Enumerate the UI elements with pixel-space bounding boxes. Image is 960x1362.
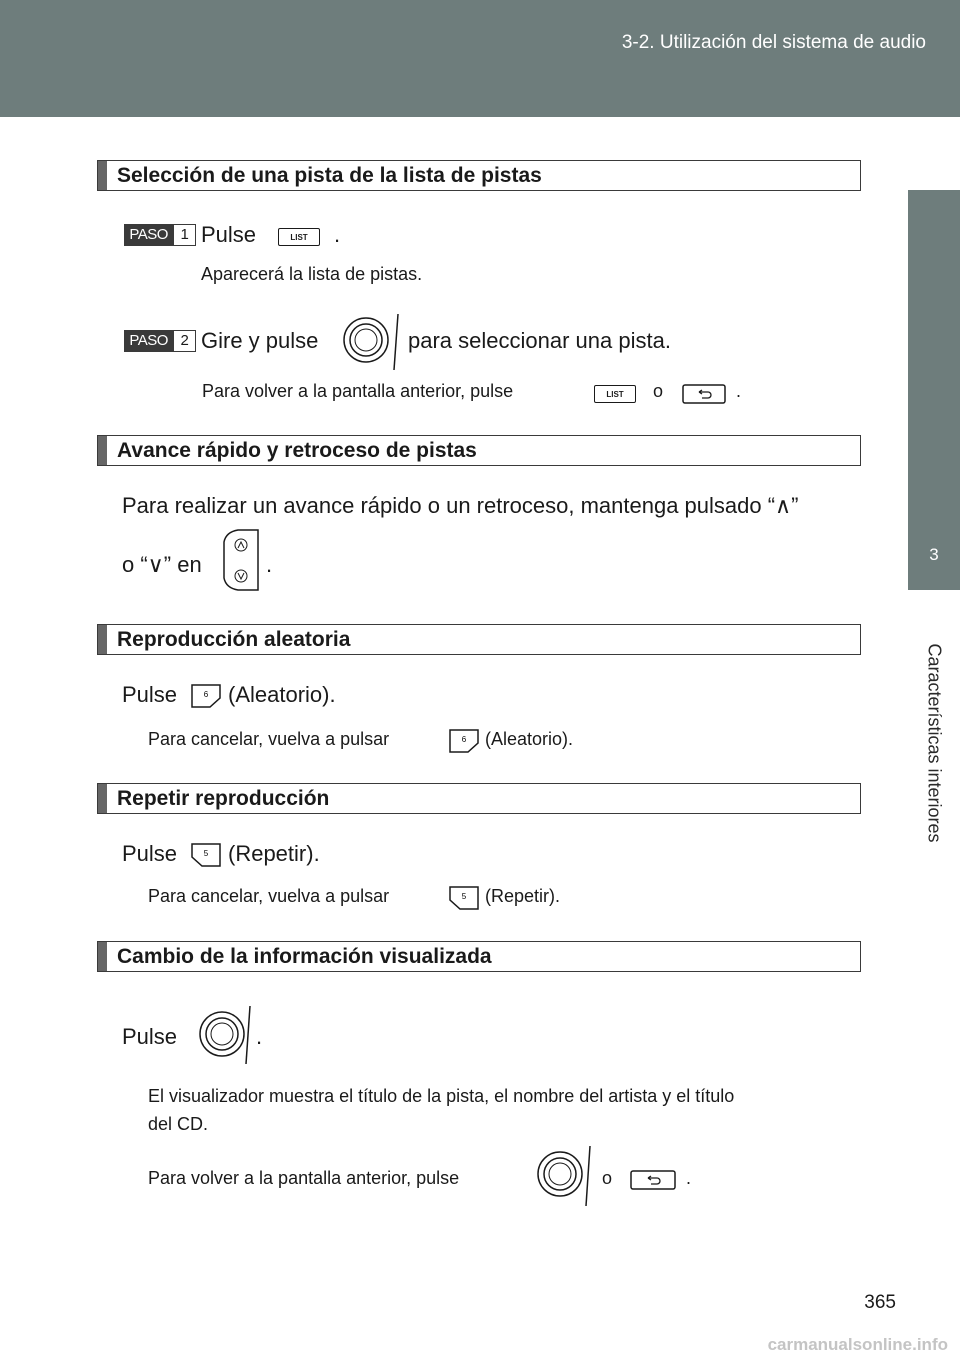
repeat-cancel-note: Para cancelar, vuelva a pulsar: [148, 886, 390, 906]
preset-5-button-icon: [448, 885, 480, 911]
preset-6-label: 6: [203, 690, 209, 699]
display-return-note: Para volver a la pantalla anterior, pulse: [148, 1168, 460, 1188]
tune-knob-icon: [340, 310, 404, 374]
display-note-line1: El visualizador muestra el título de la pista, el nombre del artista y el título: [148, 1086, 735, 1106]
step1-period: .: [334, 222, 341, 247]
ff-text-line2: o “∨” en: [122, 552, 202, 577]
display-pulse: Pulse: [122, 1024, 178, 1049]
ff-text-line1: Para realizar un avance rápido o un retroceso, mantenga pulsado “∧”: [122, 493, 799, 518]
section-title-text: Reproducción aleatoria: [117, 628, 351, 651]
section-title-fast-forward: [97, 435, 861, 466]
repeat-label: (Repetir).: [228, 841, 320, 866]
section-title-text: Repetir reproducción: [117, 787, 330, 810]
tune-knob-icon: [196, 1004, 263, 1068]
preset-6-button-icon: [190, 683, 222, 709]
chapter-number: 3: [929, 545, 939, 564]
step-badge-1: [124, 224, 196, 246]
step1-text: Pulse: [201, 222, 257, 247]
step-number: 2: [173, 330, 196, 352]
preset-5-label: 5: [203, 849, 209, 858]
step2-text-end: para seleccionar una pista.: [408, 328, 671, 353]
tune-knob-icon: [534, 1144, 598, 1208]
header-bar: [0, 0, 960, 117]
section-title-repeat: [97, 783, 861, 814]
ff-text-end: .: [266, 552, 273, 577]
preset-5-label: 5: [461, 892, 467, 901]
repeat-cancel-label: (Repetir).: [485, 886, 561, 906]
step-badge-2: [124, 330, 196, 352]
random-pulse: Pulse: [122, 682, 178, 707]
return-note-or: o: [653, 381, 664, 401]
section-title-text: Cambio de la información visualizada: [117, 945, 492, 968]
step2-text: Gire y pulse: [201, 328, 319, 353]
display-return-end: .: [686, 1168, 692, 1188]
breadcrumb: 3-2. Utilización del sistema de audio: [621, 32, 926, 53]
section-title-text: Selección de una pista de la lista de pistas: [117, 164, 542, 187]
list-button-icon: LIST: [594, 385, 636, 403]
chapter-tab: [908, 190, 960, 590]
display-return-or: o: [602, 1168, 613, 1188]
section-title-text: Avance rápido y retroceso de pistas: [117, 439, 477, 462]
back-button-icon: [630, 1170, 676, 1190]
list-button-icon: LIST: [278, 228, 320, 246]
preset-6-label: 6: [461, 735, 467, 744]
step-number: 1: [173, 224, 196, 246]
preset-6-button-icon: [448, 728, 480, 754]
page-number: 365: [864, 1292, 896, 1313]
display-note-line2: del CD.: [148, 1114, 209, 1134]
random-cancel-note: Para cancelar, vuelva a pulsar: [148, 729, 390, 749]
step-prefix: PASO: [124, 224, 173, 246]
seek-button-icon: [220, 528, 262, 592]
watermark: carmanualsonline.info: [767, 1335, 948, 1354]
random-cancel-label: (Aleatorio).: [485, 729, 574, 749]
section-title-display-info: [97, 941, 861, 972]
random-label: (Aleatorio).: [228, 682, 336, 707]
return-note: Para volver a la pantalla anterior, pulse: [202, 381, 514, 401]
chapter-title: Características interiores: [924, 643, 945, 843]
preset-5-button-icon: [190, 842, 222, 868]
step-prefix: PASO: [124, 330, 173, 352]
back-button-icon: [682, 384, 726, 404]
step1-note: Aparecerá la lista de pistas.: [201, 264, 423, 284]
repeat-pulse: Pulse: [122, 841, 178, 866]
section-title-track-list: [97, 160, 861, 191]
return-note-end: .: [736, 381, 742, 401]
section-title-random: [97, 624, 861, 655]
display-pulse-end: .: [256, 1024, 263, 1049]
